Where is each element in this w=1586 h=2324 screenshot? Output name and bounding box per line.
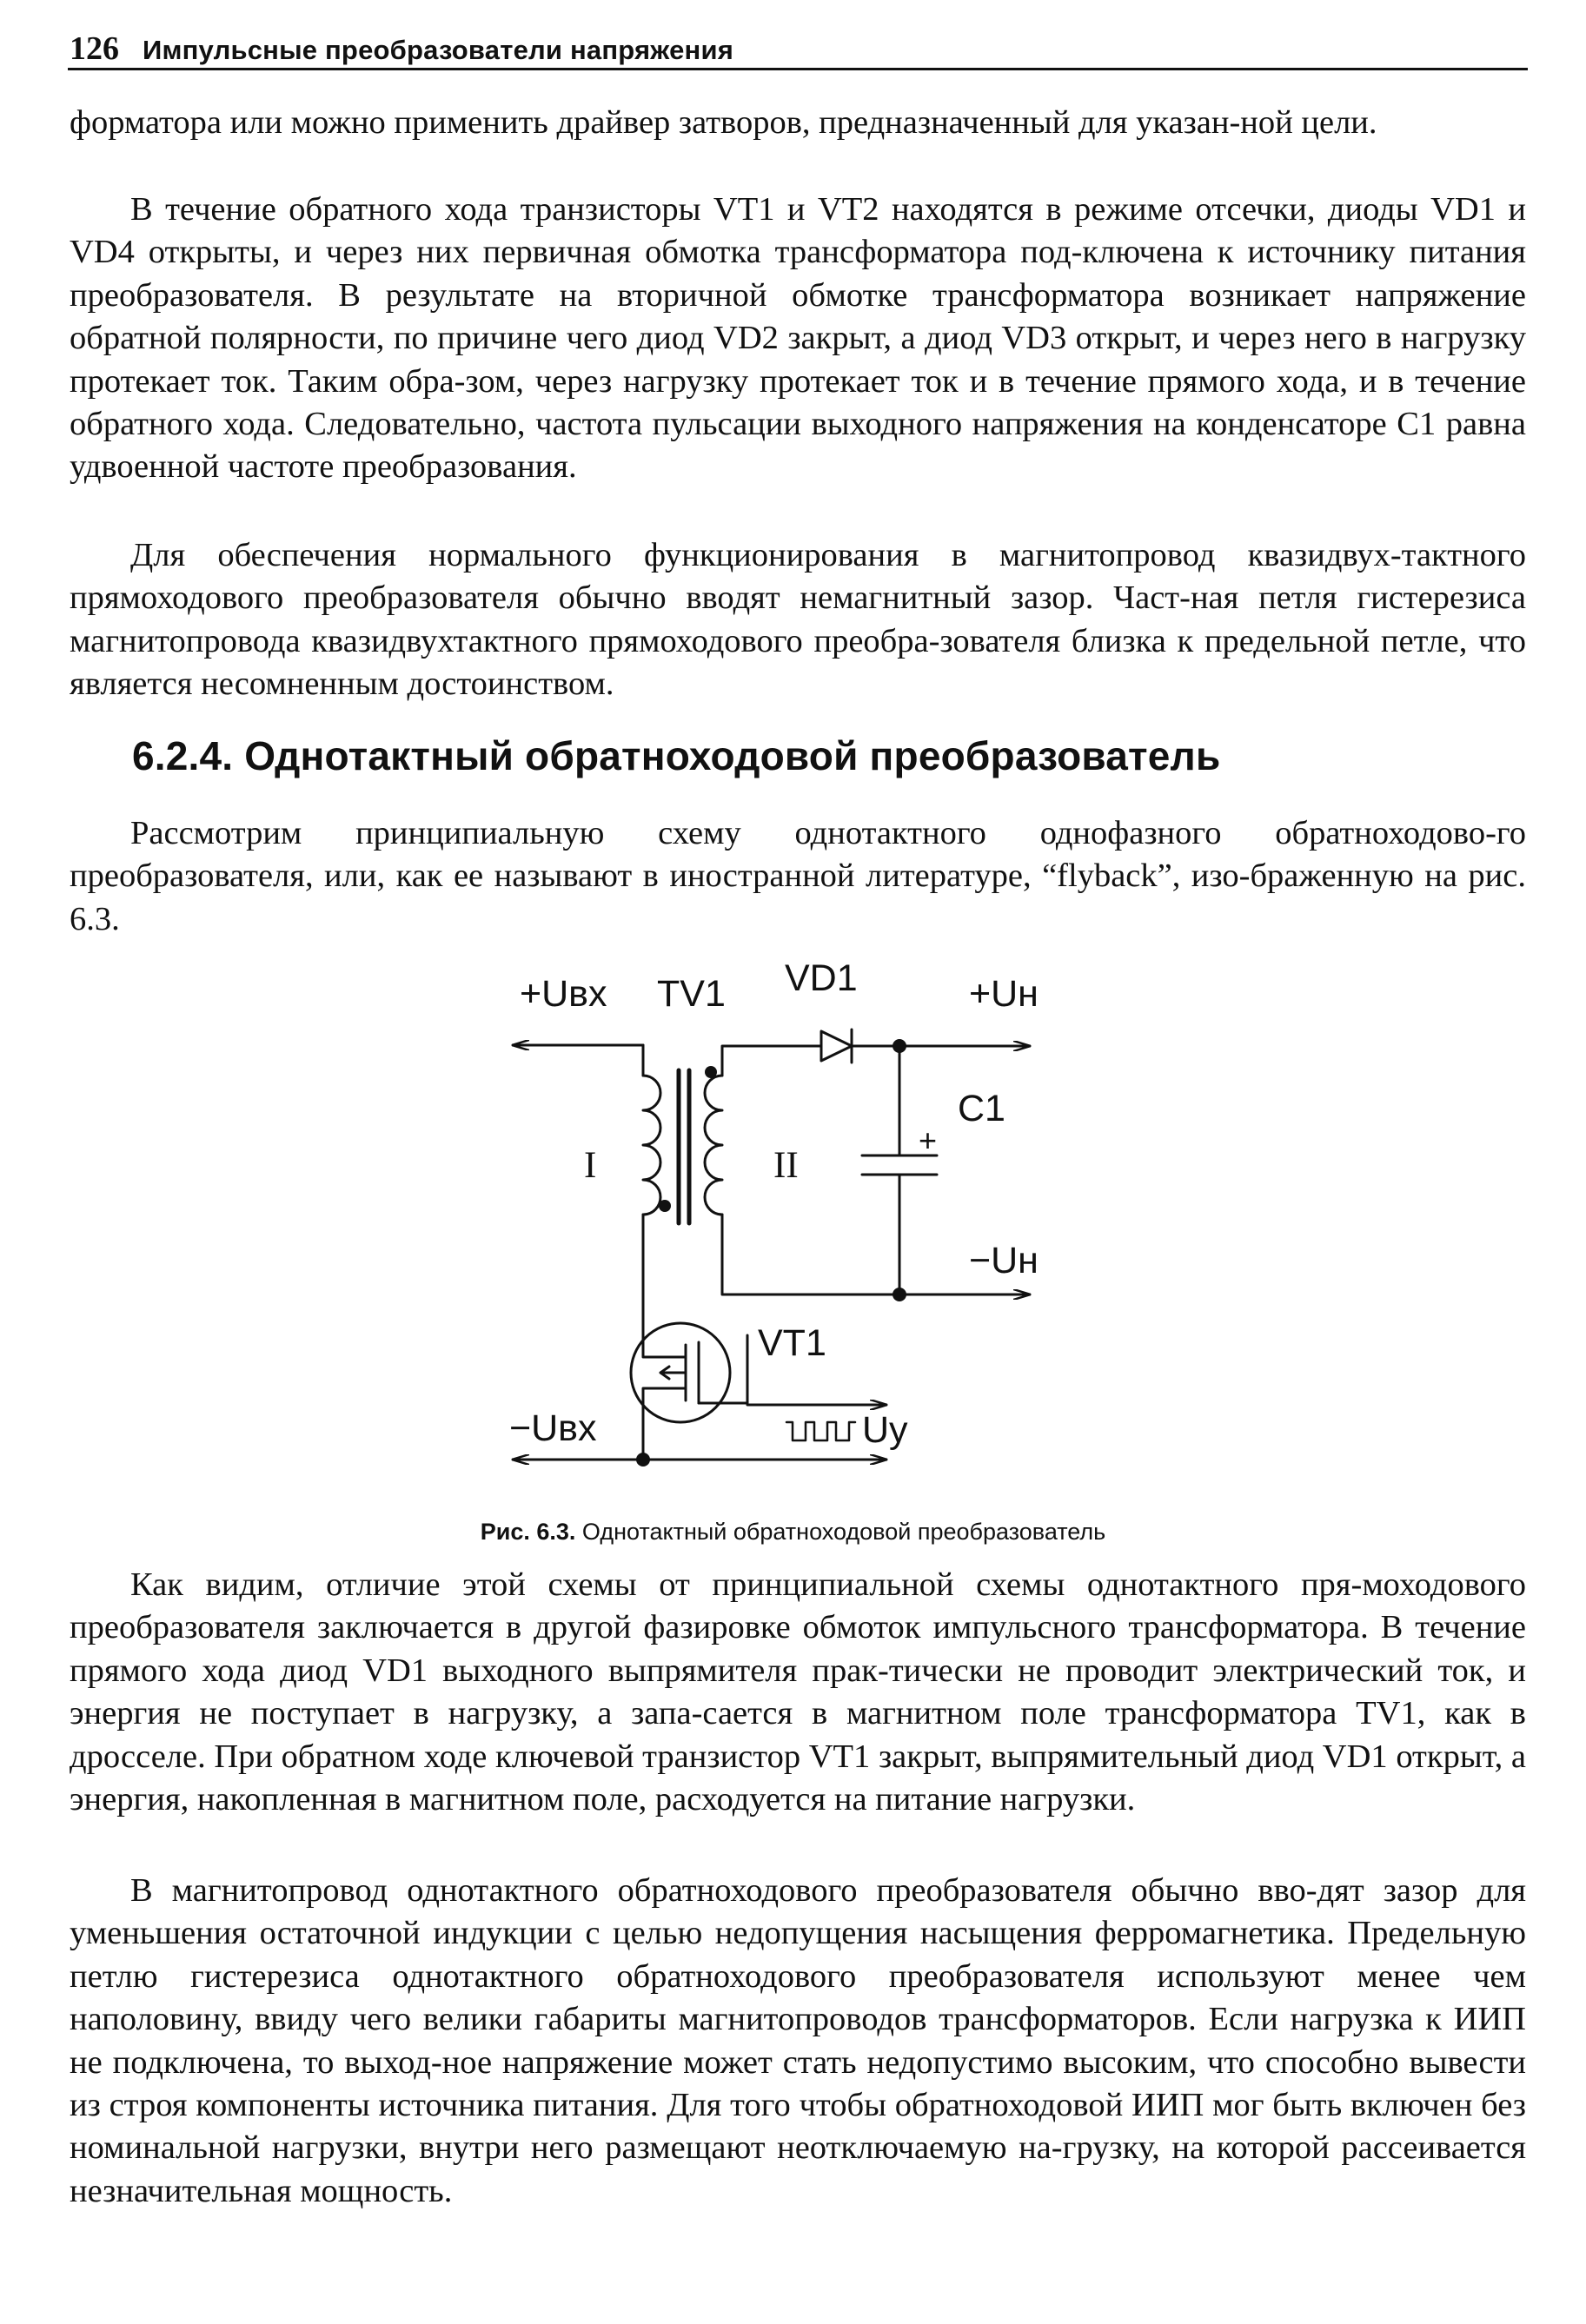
section-heading: 6.2.4. Однотактный обратноходовой преобразователь bbox=[132, 733, 1221, 778]
running-header bbox=[68, 26, 1528, 70]
figure-caption-text: Однотактный обратноходовой преобразователь bbox=[581, 1519, 1106, 1545]
label-transformer: TV1 bbox=[657, 973, 726, 1015]
schematic-svg bbox=[487, 947, 1095, 1486]
label-output-positive: +Uн bbox=[969, 973, 1039, 1015]
label-capacitor: C1 bbox=[958, 1088, 1005, 1129]
page-number: 126 bbox=[70, 30, 119, 67]
secondary-bottom-wire bbox=[722, 1215, 899, 1294]
label-capacitor-polarity: + bbox=[919, 1122, 938, 1158]
label-input-negative: −Uвх bbox=[509, 1407, 597, 1449]
transistor-source bbox=[643, 1388, 686, 1460]
figure-caption-number: Рис. 6.3. bbox=[480, 1519, 576, 1545]
junction-dot-top bbox=[893, 1039, 906, 1053]
label-transistor: VT1 bbox=[758, 1322, 826, 1364]
secondary-phase-dot bbox=[705, 1066, 717, 1078]
label-output-negative: −Uн bbox=[969, 1240, 1039, 1281]
figure-caption bbox=[0, 1519, 1586, 1546]
paragraph-gap-and-load: В магнитопровод однотактного обратноходового преобразователя обычно вво-дят зазор для уменьшения остаточной индукции с целью недопущения насыщения ферромагнетика. Предельную петлю гистерезиса однотактного обратноходового преобразователя используют менее чем наполовину, ввиду чего велики габариты магнитопроводов трансформаторов. Если нагрузка к ИИП не подключена, то выход-ное напряжение может стать недопустимо высоким, что способно вывести из строя компоненты источника питания. Для того чтобы обратноходовой ИИП мог быть включен без номинальной нагрузки, внутри него размещают неотключаемую на-грузку, на которой рассеивается незначительная мощность. bbox=[70, 1872, 1526, 2209]
primary-phase-dot bbox=[659, 1200, 671, 1212]
paragraph-phasing: Как видим, отличие этой схемы от принципиальной схемы однотактного пря-моходового преобразователя заключается в другой фазировке обмоток импульсного трансформатора. В течение прямого хода диод VD1 выходного выпрямителя прак-тически не проводит электрический ток, и энергия не поступает в нагрузку, а запа-сается в магнитном поле трансформатора TV1, как в дросселе. При обратном ходе ключевой транзистор VT1 закрыт, выпрямительный диод VD1 открыт, а энергия, накопленная в магнитном поле, расходуется на питание нагрузки. bbox=[70, 1566, 1526, 1818]
flyback-schematic bbox=[487, 947, 1095, 1486]
paragraph-reverse-stroke: В течение обратного хода транзисторы VT1 и VT2 находятся в режиме отсечки, диоды VD1 и VD4 открыты, и через них первичная обмотка трансформатора под-ключена к источнику питания преобразователя. В результате на вторичной обмотке трансформатора возникает напряжение обратной полярности, по причине чего диод VD2 закрыт, а диод VD3 открыт, и через него в нагрузку протекает ток. Таким обра-зом, через нагрузку протекает ток и в течение прямого хода, и в течение обратного хода. Следовательно, частота пульсации выходного напряжения на конденсаторе C1 равна удвоенной частоте преобразования. bbox=[70, 191, 1526, 486]
junction-dot-bottom bbox=[893, 1288, 906, 1301]
secondary-top-wire bbox=[722, 1046, 821, 1076]
label-input-positive: +Uвх bbox=[520, 973, 607, 1015]
transistor-drain bbox=[643, 1348, 686, 1357]
paragraph-continuation: форматора или можно применить драйвер затворов, предназначенный для указан-ной цели. bbox=[70, 104, 1377, 141]
label-diode: VD1 bbox=[785, 957, 858, 999]
secondary-winding-coil bbox=[705, 1076, 722, 1215]
pulse-waveform-icon bbox=[786, 1422, 855, 1440]
diode-vd1-body bbox=[821, 1031, 852, 1061]
primary-winding-coil bbox=[643, 1076, 660, 1215]
label-control-voltage: Uy bbox=[862, 1409, 908, 1451]
paragraph-flyback-intro: Рассмотрим принципиальную схему однотактного однофазного обратноходово-го преобразователя, или, как ее называют в иностранной литературе, “flyback”, изо-браженную на рис. 6.3. bbox=[70, 815, 1526, 937]
label-secondary-winding: II bbox=[773, 1145, 799, 1186]
running-title: Импульсные преобразователи напряжения bbox=[143, 35, 733, 65]
transistor-body-arrow bbox=[660, 1367, 686, 1379]
label-primary-winding: I bbox=[584, 1145, 597, 1186]
paragraph-magnetic-gap: Для обеспечения нормального функционирования в магнитопровод квазидвух-тактного прямоходового преобразователя обычно вводят немагнитный зазор. Част-ная петля гистерезиса магнитопровода квазидвухтактного прямоходового преобра-зователя близка к предельной петле, что является несомненным достоинством. bbox=[70, 537, 1526, 703]
junction-dot-ground bbox=[636, 1453, 650, 1467]
